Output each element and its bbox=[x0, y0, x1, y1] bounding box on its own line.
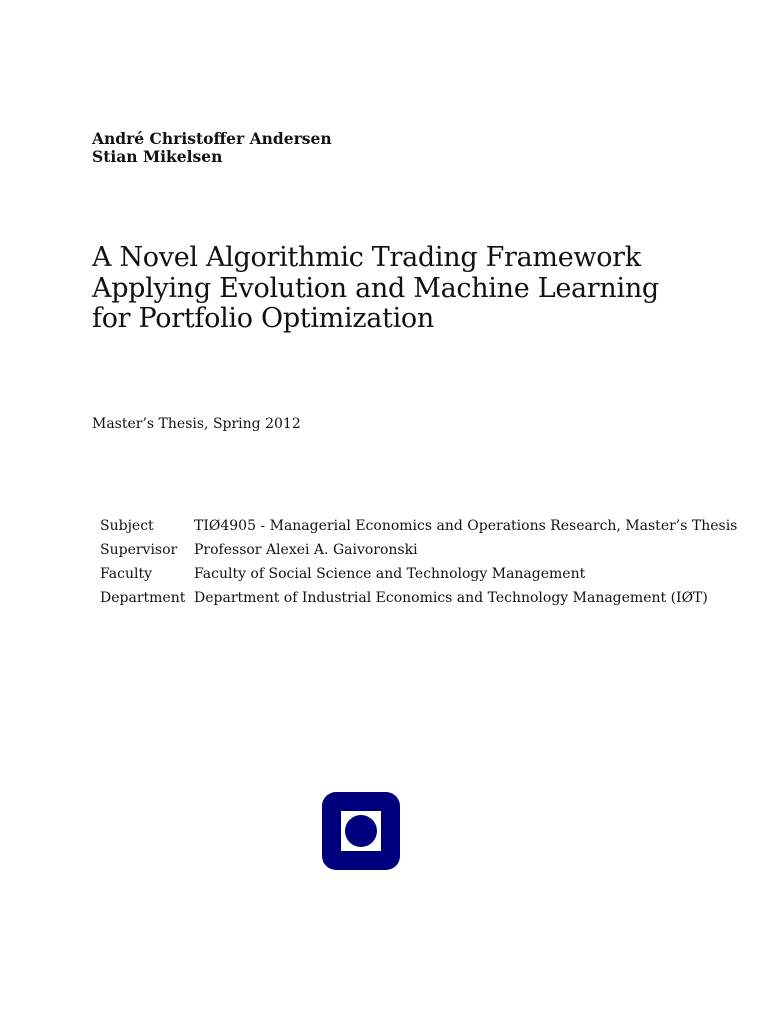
metadata-key: Faculty bbox=[100, 566, 152, 582]
author-list bbox=[92, 130, 332, 166]
metadata-row bbox=[100, 518, 737, 542]
metadata-table bbox=[100, 518, 737, 614]
metadata-key: Subject bbox=[100, 518, 154, 534]
title-line: A Novel Algorithmic Trading Framework bbox=[92, 242, 641, 273]
author-name: Stian Mikelsen bbox=[92, 147, 223, 166]
metadata-value: Professor Alexei A. Gaivoronski bbox=[194, 542, 418, 558]
metadata-value: TIØ4905 - Managerial Economics and Operations Research, Master’s Thesis bbox=[194, 518, 738, 534]
ntnu-logo-icon bbox=[322, 792, 400, 870]
metadata-row bbox=[100, 542, 737, 566]
thesis-title bbox=[92, 243, 692, 335]
thesis-type: Master’s Thesis, Spring 2012 bbox=[92, 416, 301, 432]
metadata-key: Department bbox=[100, 590, 186, 606]
metadata-key: Supervisor bbox=[100, 542, 178, 558]
metadata-row bbox=[100, 566, 737, 590]
metadata-row bbox=[100, 590, 737, 614]
title-line: for Portfolio Optimization bbox=[92, 303, 434, 334]
metadata-value: Department of Industrial Economics and Technology Management (IØT) bbox=[194, 590, 708, 606]
title-line: Applying Evolution and Machine Learning bbox=[92, 272, 659, 304]
metadata-value: Faculty of Social Science and Technology Management bbox=[194, 566, 586, 582]
author-name: André Christoffer Andersen bbox=[92, 129, 332, 148]
